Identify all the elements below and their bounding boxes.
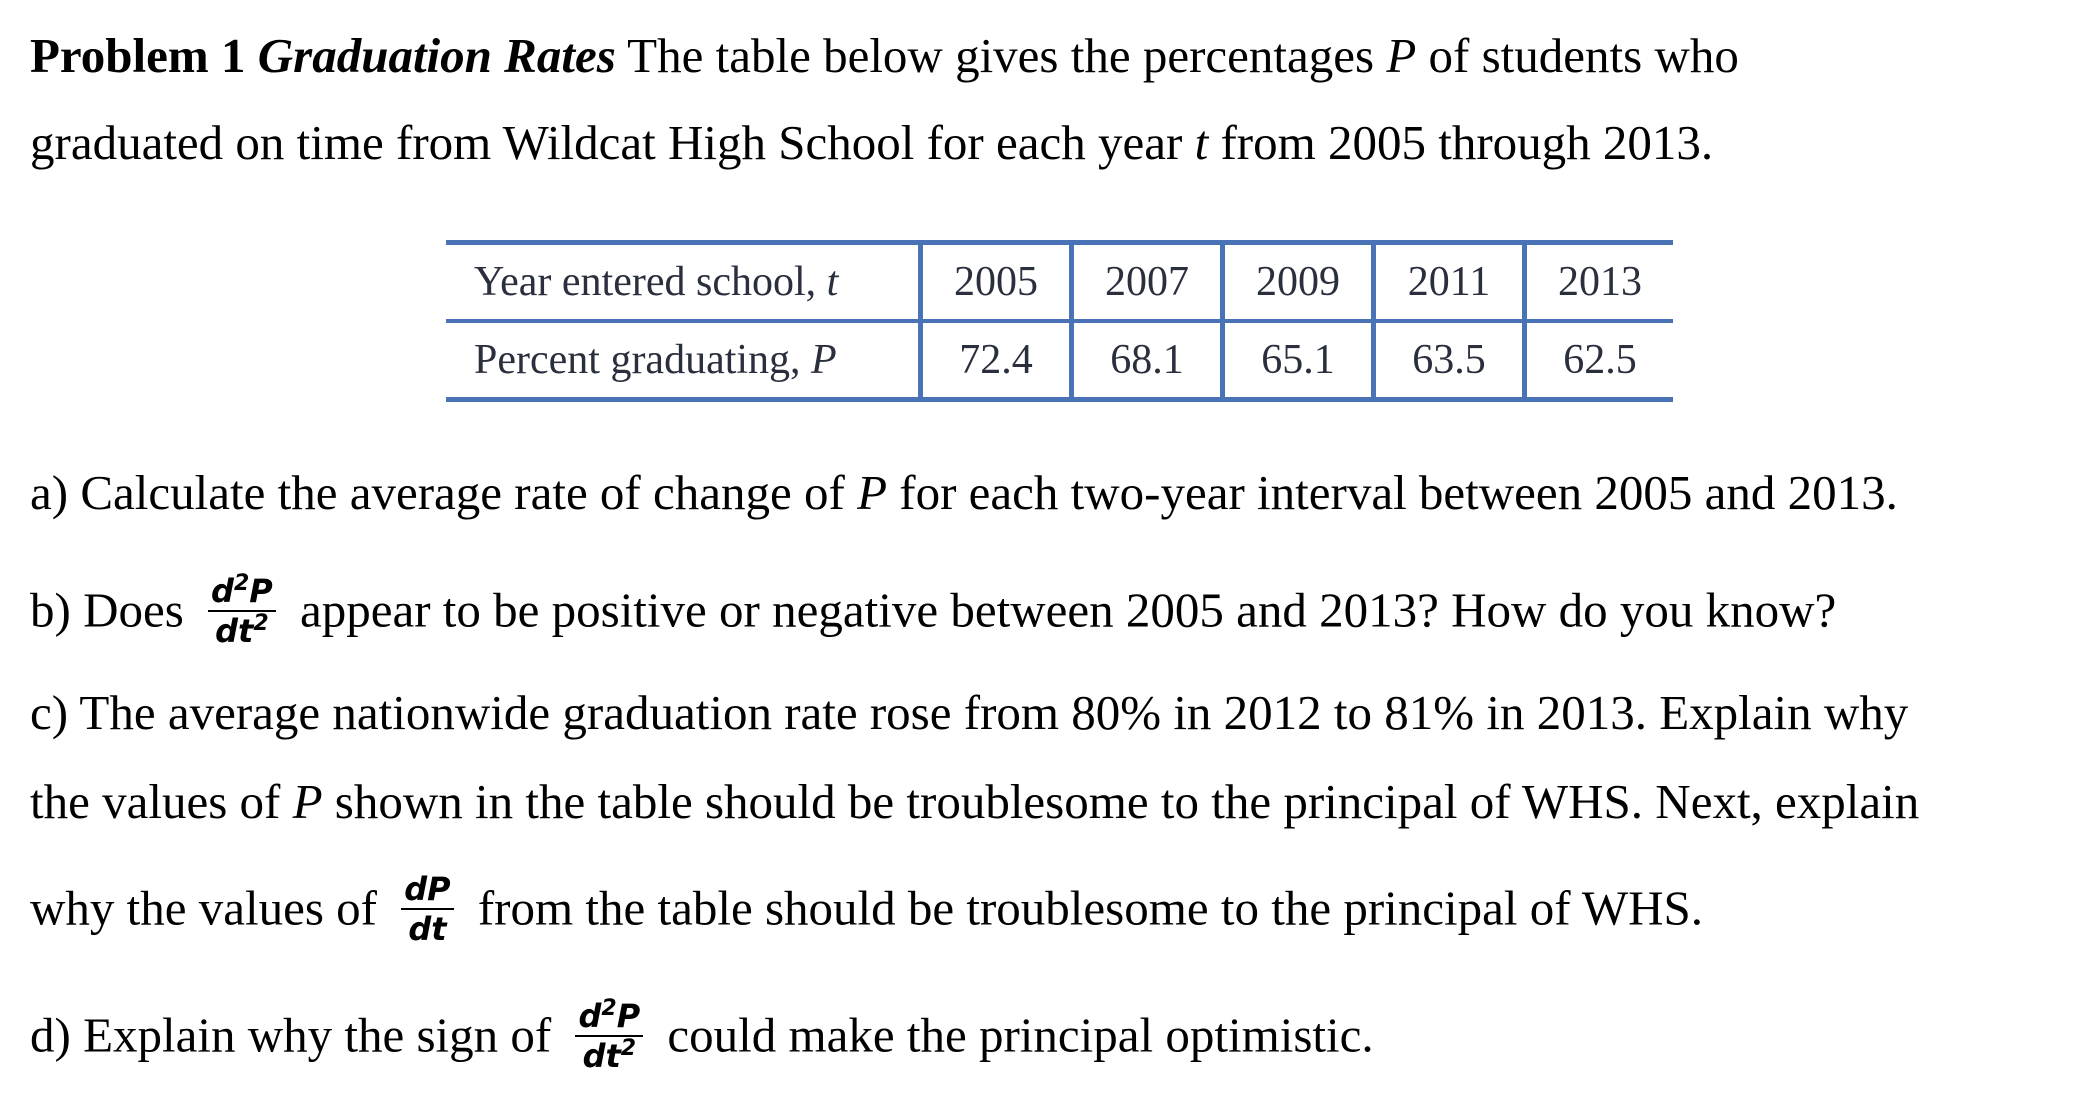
problem-title: Graduation Rates [257, 28, 616, 83]
question-b-suffix: appear to be positive or negative between 2005 and 2013? How do you know? [299, 582, 1837, 638]
row-header-percent-text: Percent graduating, [474, 337, 812, 383]
question-a-text-1: a) Calculate the average rate of change of [30, 465, 858, 520]
row-header-year [446, 243, 921, 322]
problem-second-line [30, 113, 1713, 173]
question-c-line-3 [30, 870, 1704, 950]
year-cell: 2007 [1072, 243, 1223, 322]
intro-text-1: The table below gives the percentages [615, 28, 1387, 83]
question-c-prefix-3: why the values of [30, 880, 377, 936]
row-header-year-var: t [826, 259, 839, 305]
question-c-line-2 [30, 772, 1919, 832]
question-a-var: P [857, 465, 888, 520]
question-c-suffix-3: from the table should be troublesome to the principal of WHS. [477, 880, 1704, 936]
question-b-prefix: b) Does [30, 582, 184, 638]
fraction-numerator: $d^2P$ [575, 999, 643, 1037]
line2-text-2: from 2005 through 2013. [1208, 115, 1714, 170]
question-d-prefix: d) Explain why the sign of [30, 1007, 552, 1063]
second-derivative-fraction [575, 996, 643, 1075]
problem-label: Problem 1 [30, 28, 246, 83]
percent-cell: 63.5 [1374, 321, 1525, 400]
question-d-suffix: could make the principal optimistic. [667, 1007, 1374, 1063]
row-header-percent [446, 321, 921, 400]
question-c-var: P [292, 774, 323, 829]
year-cell: 2011 [1374, 243, 1525, 322]
graduation-table [446, 240, 1673, 402]
fraction-denominator: $dt^2$ [582, 1036, 637, 1075]
row-header-percent-var: P [811, 337, 837, 383]
question-c-text-1: c) The average nationwide graduation rate rose from 80% in 2012 to 81% in 2013. Explain why [30, 685, 1909, 740]
year-cell: 2009 [1223, 243, 1374, 322]
question-b [30, 571, 1837, 652]
problem-intro-line [30, 26, 1739, 86]
table-row-years [446, 243, 1673, 322]
table-row-percents [446, 321, 1673, 400]
fraction-numerator: $d^2P$ [208, 574, 276, 612]
question-c-text-2a: the values of [30, 774, 293, 829]
year-cell: 2013 [1525, 243, 1674, 322]
percent-cell: 62.5 [1525, 321, 1674, 400]
line2-text-1: graduated on time from Wildcat High School for each year [30, 115, 1195, 170]
question-c-line-1 [30, 683, 1908, 743]
year-cell: 2005 [921, 243, 1072, 322]
percent-cell: 68.1 [1072, 321, 1223, 400]
percent-cell: 65.1 [1223, 321, 1374, 400]
line2-var-t: t [1194, 115, 1209, 170]
question-d [30, 996, 1374, 1077]
question-a [30, 463, 1898, 523]
fraction-numerator: dP [401, 872, 453, 910]
intro-var-p: P [1386, 28, 1417, 83]
fraction-denominator: dt [408, 910, 447, 948]
first-derivative-fraction [401, 872, 453, 946]
row-header-year-text: Year entered school, [474, 259, 827, 305]
fraction-denominator: $dt^2$ [215, 611, 269, 650]
second-derivative-fraction [208, 571, 276, 650]
percent-cell: 72.4 [921, 321, 1072, 400]
intro-text-2: of students who [1416, 28, 1739, 83]
question-a-text-2: for each two-year interval between 2005 and 2013. [887, 465, 1898, 520]
question-c-text-2b: shown in the table should be troublesome to the principal of WHS. Next, explain [322, 774, 1920, 829]
